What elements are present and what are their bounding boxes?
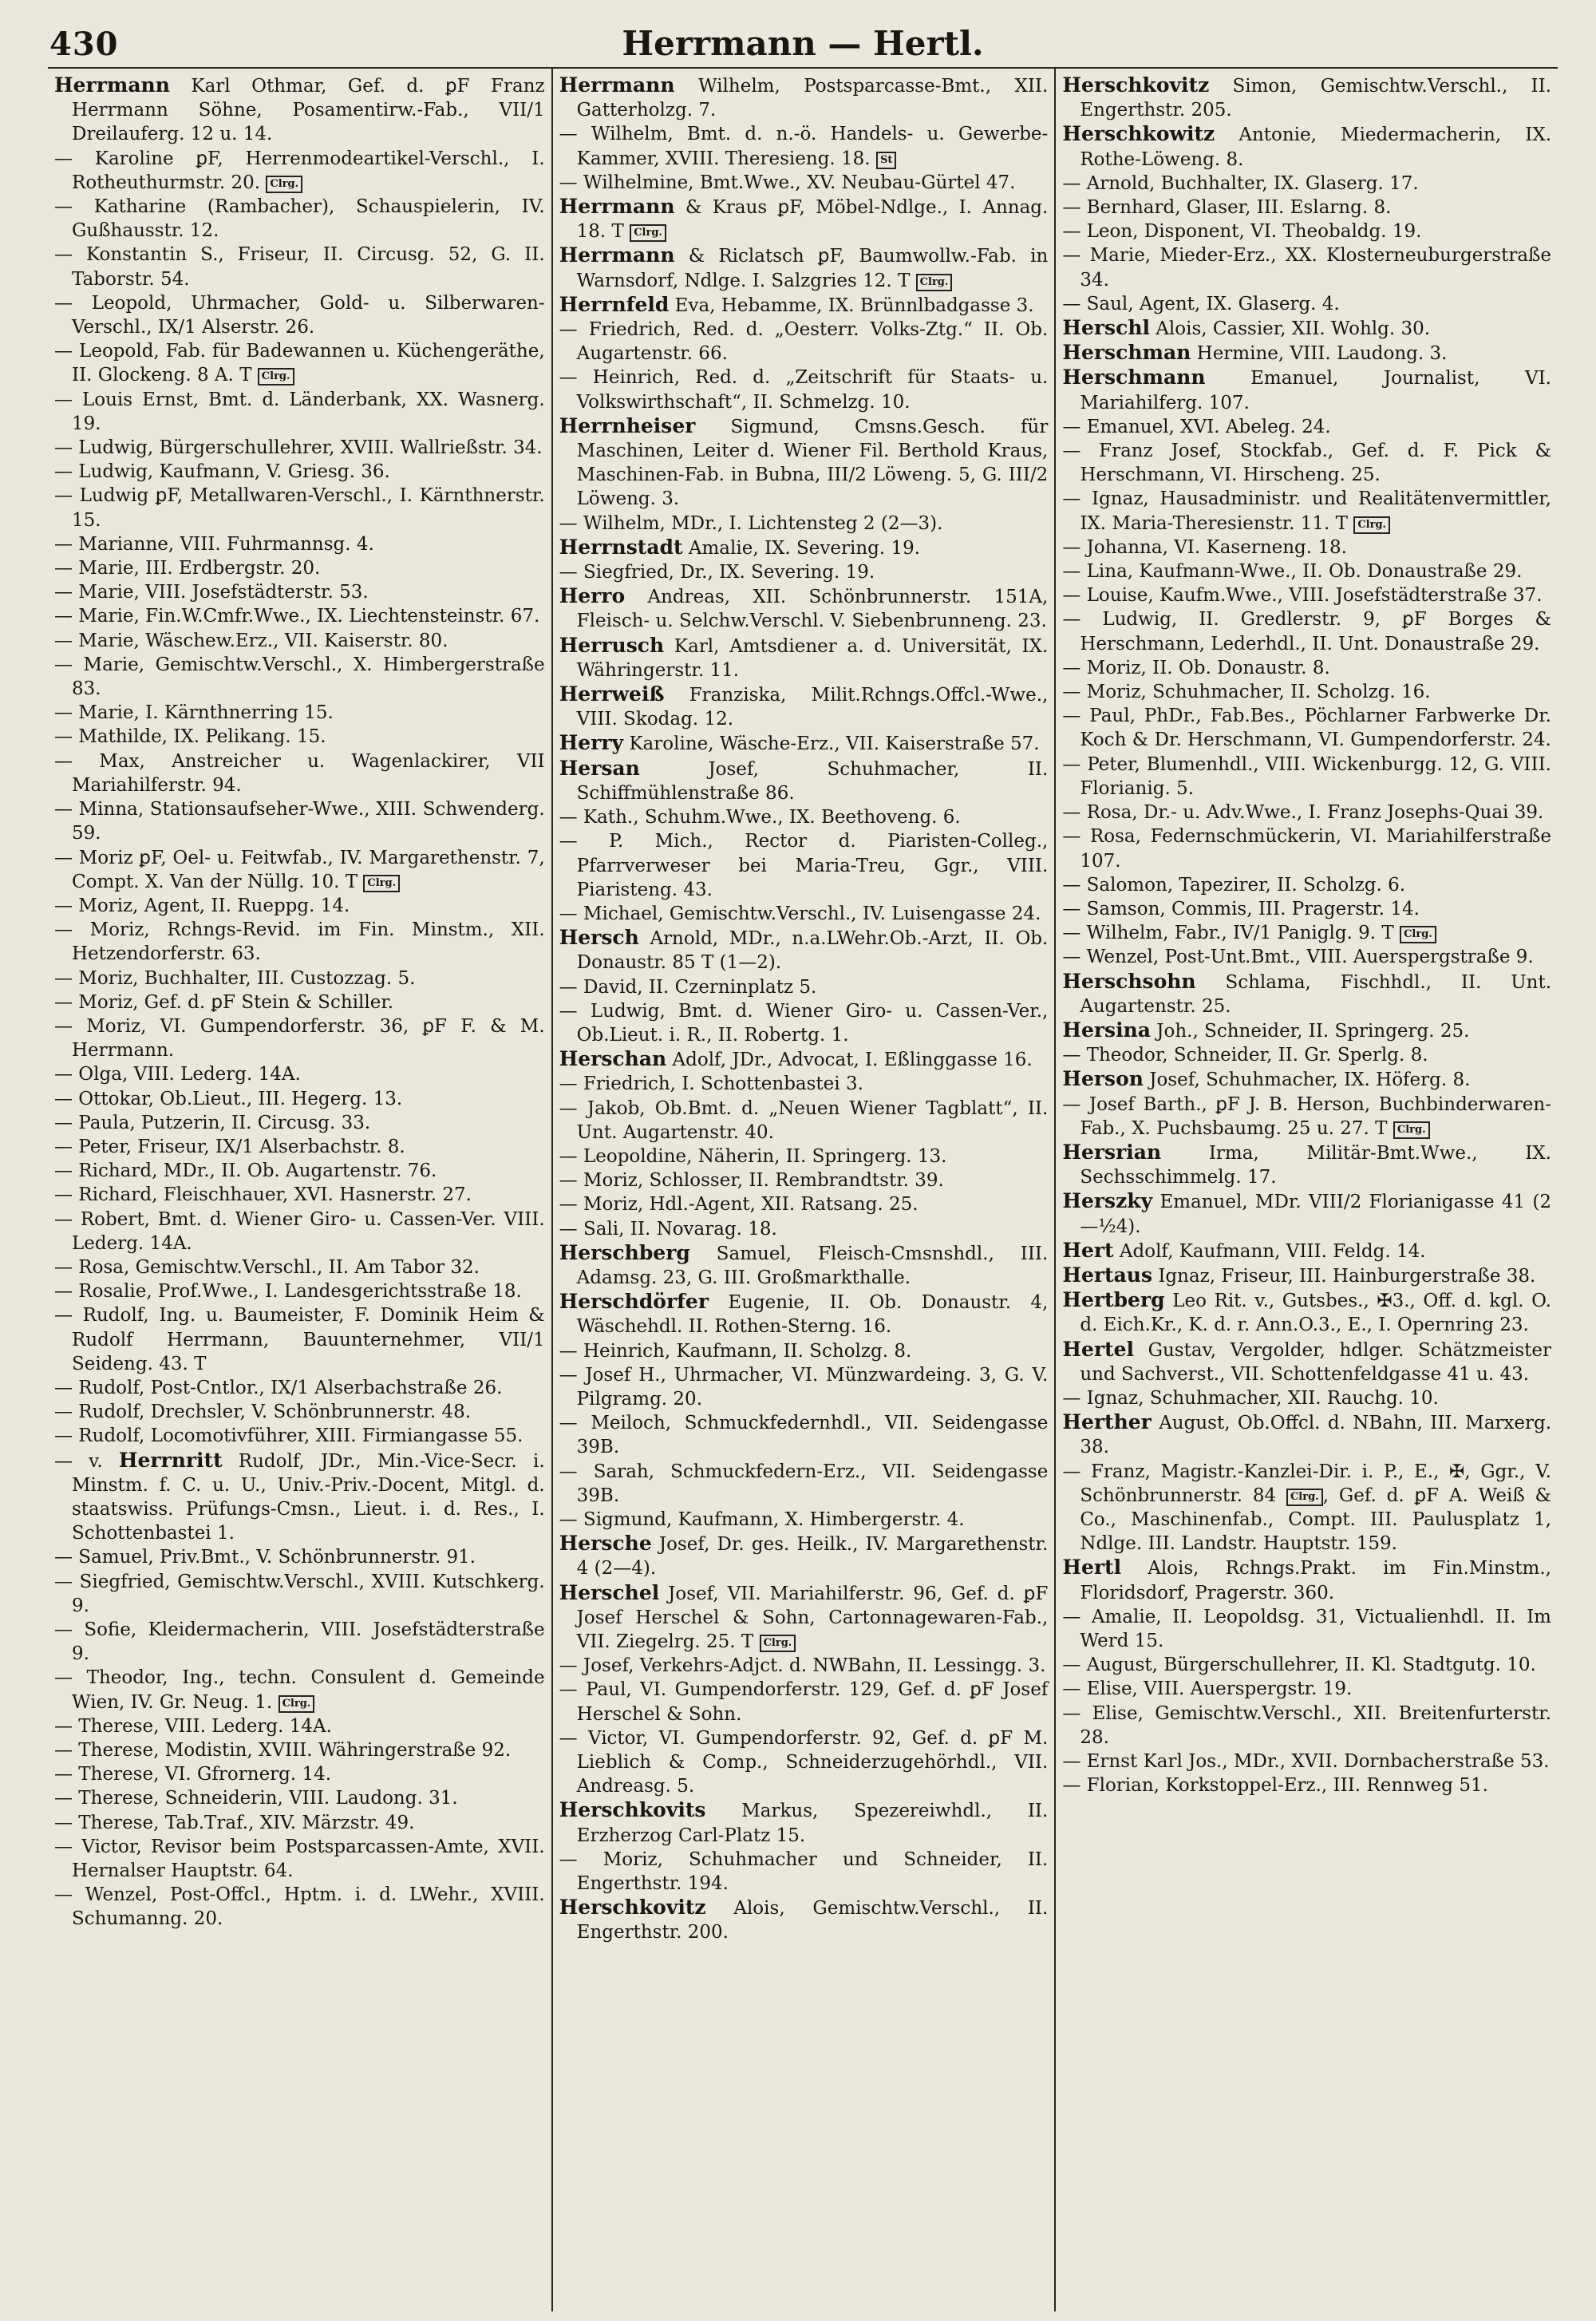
clearing-badge: Clrg. <box>1400 926 1436 943</box>
directory-entry: — Richard, Fleischhauer, XVI. Hasnerstr. 27. <box>54 1184 472 1206</box>
clearing-badge: Clrg. <box>279 1695 315 1713</box>
clearing-badge: St <box>876 152 896 169</box>
directory-entry: — Michael, Gemischtw.Verschl., IV. Luisengasse 24. <box>559 903 1041 924</box>
directory-entry: Hersan Josef, Schuhmacher, II. Schiffmühlenstraße 86. <box>559 756 1049 804</box>
directory-entry: — Moriz, Agent, II. Rueppg. 14. <box>54 895 350 916</box>
column-3 <box>1054 69 1558 2311</box>
directory-entry: — Victor, VI. Gumpendorferstr. 92, Gef. d. ꝑF M. Lieblich & Comp., Schneiderzugehörhdl., VII. Andreasg. 5. <box>559 1727 1049 1797</box>
directory-entry: Herrnheiser Sigmund, Cmsns.Gesch. für Maschinen, Leiter d. Wiener Fil. Berthold Kraus, Maschinen-Fab. in Bubna, III/2 Löweng. 5, G. III/2 Löweng. 3. <box>559 413 1049 510</box>
directory-entry: — Richard, MDr., II. Ob. Augartenstr. 76. <box>54 1160 437 1182</box>
directory-entry: Herrmann & Riclatsch ꝑF, Baumwollw.-Fab. in Warnsdorf, Ndlge. I. Salzgries 12. T Clrg. <box>559 243 1049 291</box>
directory-entry: Herschkovitz Alois, Gemischtw.Verschl., II. Engerthstr. 200. <box>559 1896 1049 1943</box>
directory-entry: — Marie, III. Erdbergstr. 20. <box>54 558 321 579</box>
surname-heading: Herrnheiser <box>559 413 696 437</box>
directory-entry: — Peter, Friseur, IX/1 Alserbachstr. 8. <box>54 1136 405 1157</box>
directory-entry: — Moriz, Rchngs-Revid. im Fin. Minstm., XII. Hetzendorferstr. 63. <box>54 919 545 965</box>
directory-entry: — Olga, VIII. Lederg. 14A. <box>54 1064 301 1085</box>
directory-entry: — Bernhard, Glaser, III. Eslarng. 8. <box>1062 197 1392 219</box>
directory-entry: Hert Adolf, Kaufmann, VIII. Feldg. 14. <box>1062 1238 1426 1262</box>
directory-entry: — Wilhelm, Fabr., IV/1 Paniglg. 9. T Clrg. <box>1062 921 1551 945</box>
directory-entry: Herrmann Wilhelm, Postsparcasse-Bmt., XII. Gatterholzg. 7. <box>559 73 1049 121</box>
directory-entry: — Jakob, Ob.Bmt. d. „Neuen Wiener Tagblatt“, II. Unt. Augartenstr. 40. <box>559 1097 1049 1143</box>
directory-entry: — Florian, Korkstoppel-Erz., III. Rennweg 51. <box>1062 1775 1488 1797</box>
directory-entry: Herschberg Samuel, Fleisch-Cmsnshdl., III. Adamsg. 23, G. III. Großmarkthalle. <box>559 1240 1049 1288</box>
surname-heading: Herschkovitz <box>559 1896 706 1920</box>
directory-entry: — Moriz, II. Ob. Donaustr. 8. <box>1062 657 1330 678</box>
directory-entry: Herschkovits Markus, Spezereiwhdl., II. Erzherzog Carl-Platz 15. <box>559 1798 1049 1846</box>
directory-entry: — Therese, VI. Gfrornerg. 14. <box>54 1764 332 1785</box>
directory-entry: — Moriz, Schuhmacher, II. Scholzg. 16. <box>1062 682 1431 703</box>
directory-entry: — Paula, Putzerin, II. Circusg. 33. <box>54 1112 371 1133</box>
directory-entry: — Marie, VIII. Josefstädterstr. 53. <box>54 582 369 603</box>
surname-heading: Hertberg <box>1062 1288 1165 1312</box>
directory-entry: — Wilhelmine, Bmt.Wwe., XV. Neubau-Gürtel 47. <box>559 172 1016 193</box>
directory-entry: Hersrian Irma, Militär-Bmt.Wwe., IX. Sechsschimmelg. 17. <box>1062 1140 1551 1188</box>
directory-entry: — Heinrich, Red. d. „Zeitschrift für Staats- u. Volkswirthschaft“, II. Schmelzg. 10. <box>559 367 1049 413</box>
directory-entry: — Samuel, Priv.Bmt., V. Schönbrunnerstr. 91. <box>54 1547 476 1568</box>
directory-entry: — Peter, Blumenhdl., VIII. Wickenburgg. 12, G. VIII. Florianig. 5. <box>1062 753 1551 799</box>
directory-entry: — v. Herrnritt Rudolf, JDr., Min.-Vice-Secr. i. Minstm. f. C. u. U., Univ.-Priv.-Docent, Mitgl. d. staatswiss. Prüfungs-Cmsn., Lieut. i. d. Res., I. Schottenbastei 1. <box>54 1448 545 1544</box>
clearing-badge: Clrg. <box>630 224 666 242</box>
directory-entry: Herschan Adolf, JDr., Advocat, I. Eßlinggasse 16. <box>559 1047 1033 1071</box>
directory-entry: Herschsohn Schlama, Fischhdl., II. Unt. Augartenstr. 25. <box>1062 969 1552 1017</box>
directory-entry: — Leopold, Fab. für Badewannen u. Küchengeräthe, II. Glockeng. 8 A. T Clrg. <box>54 341 545 386</box>
surname-heading: Herry <box>559 731 624 755</box>
surname-heading: Hersch <box>559 926 639 950</box>
directory-entry: Hertel Gustav, Vergolder, hdlger. Schätzmeister und Sachverst., VII. Schottenfeldgasse 41 u. 43. <box>1062 1337 1552 1385</box>
directory-entry: — Elise, VIII. Auerspergstr. 19. <box>1062 1678 1353 1700</box>
directory-entry: — Theodor, Ing., techn. Consulent d. Gemeinde Wien, IV. Gr. Neug. 1. Clrg. <box>54 1667 545 1713</box>
directory-entry: Herrweiß Franziska, Milit.Rchngs.Offcl.-Wwe., VIII. Skodag. 12. <box>559 682 1049 730</box>
surname-heading: Herson <box>1062 1067 1144 1091</box>
directory-entry: — Siegfried, Dr., IX. Severing. 19. <box>559 562 875 583</box>
surname-heading: Herschsohn <box>1062 969 1196 993</box>
directory-entry: — Josef, Verkehrs-Adjct. d. NWBahn, II. Lessingg. 3. <box>559 1655 1046 1677</box>
surname-heading: Herschl <box>1062 316 1150 340</box>
surname-heading: Herschmann <box>1062 366 1206 389</box>
directory-entry: Hersch Arnold, MDr., n.a.LWehr.Ob.-Arzt, II. Ob. Donaustr. 85 T (1—2). <box>559 926 1049 974</box>
directory-entry: — Leopold, Uhrmacher, Gold- u. Silberwaren-Verschl., IX/1 Alserstr. 26. <box>54 292 545 338</box>
directory-entry: — Lina, Kaufmann-Wwe., II. Ob. Donaustraße 29. <box>1062 561 1523 583</box>
directory-entry: Herschdörfer Eugenie, II. Ob. Donaustr. 4, Wäschehdl. II. Rothen-Sterng. 16. <box>559 1290 1049 1338</box>
surname-heading: Herther <box>1062 1410 1152 1434</box>
column-1 <box>48 69 551 2311</box>
directory-entry: Herro Andreas, XII. Schönbrunnerstr. 151A, Fleisch- u. Selchw.Verschl. V. Siebenbrunneng. 23. <box>559 584 1049 632</box>
directory-entry: — P. Mich., Rector d. Piaristen-Colleg., Pfarrverweser bei Maria-Treu, Ggr., VIII. Piaristeng. 43. <box>559 831 1049 900</box>
clearing-badge: Clrg. <box>266 176 302 193</box>
directory-entry: — Victor, Revisor beim Postsparcassen-Amte, XVII. Hernalser Hauptstr. 64. <box>54 1836 545 1882</box>
directory-entry: Herrmann & Kraus ꝑF, Möbel-Ndlge., I. Annag. 18. T Clrg. <box>559 195 1049 243</box>
surname-heading: Herschel <box>559 1580 660 1604</box>
directory-entry: — Meiloch, Schmuckfedernhdl., VII. Seidengasse 39B. <box>559 1413 1049 1458</box>
surname-heading: Herrnritt <box>118 1448 223 1472</box>
directory-entry: — Leon, Disponent, VI. Theobaldg. 19. <box>1062 221 1422 243</box>
surname-heading: Herro <box>559 584 626 608</box>
directory-entry: Hertl Alois, Rchngs.Prakt. im Fin.Minstm., Floridsdorf, Pragerstr. 360. <box>1062 1556 1551 1603</box>
directory-entry: — Ludwig, II. Gredlerstr. 9, ꝑF Borges & Herschmann, Lederhdl., II. Unt. Donaustraße 29. <box>1062 609 1551 654</box>
surname-heading: Herschan <box>559 1047 667 1071</box>
clearing-badge: Clrg. <box>363 875 400 892</box>
directory-entry: — Moriz ꝑF, Oel- u. Feitwfab., IV. Margarethenstr. 7, Compt. X. Van der Nüllg. 10. T Clrg. <box>54 847 545 892</box>
page-number: 430 <box>49 26 119 63</box>
surname-heading: Herrnstadt <box>559 535 683 559</box>
directory-entry: — Katharine (Rambacher), Schauspielerin, IV. Gußhausstr. 12. <box>54 196 545 242</box>
clearing-badge: Clrg. <box>760 1635 796 1652</box>
directory-entry: Hersina Joh., Schneider, II. Springerg. 25. <box>1062 1018 1470 1042</box>
surname-heading: Herrnfeld <box>559 292 670 316</box>
directory-entry: — Franz Josef, Stockfab., Gef. d. F. Pick & Herschmann, VI. Hirscheng. 25. <box>1062 441 1551 486</box>
surname-heading: Herschberg <box>559 1240 690 1264</box>
directory-entry: — Moriz, VI. Gumpendorferstr. 36, ꝑF F. & M. Herrmann. <box>54 1015 545 1062</box>
directory-entry: Herszky Emanuel, MDr. VIII/2 Florianigasse 41 (2—½4). <box>1062 1189 1551 1237</box>
directory-entry: Herther August, Ob.Offcl. d. NBahn, III. Marxerg. 38. <box>1062 1410 1552 1458</box>
directory-entry: — Amalie, II. Leopoldsg. 31, Victualienhdl. II. Im Werd 15. <box>1062 1606 1551 1651</box>
directory-entry: — Ludwig ꝑF, Metallwaren-Verschl., I. Kärnthnerstr. 15. <box>54 485 545 531</box>
directory-entry: Herson Josef, Schuhmacher, IX. Höferg. 8. <box>1062 1067 1471 1091</box>
directory-entry: — Marianne, VIII. Fuhrmannsg. 4. <box>54 533 374 555</box>
directory-entry: Herschel Josef, VII. Mariahilferstr. 96, Gef. d. ꝑF Josef Herschel & Sohn, Cartonnagewaren-Fab., VII. Ziegelrg. 25. T Clrg. <box>559 1580 1049 1652</box>
surname-heading: Hertaus <box>1062 1263 1153 1287</box>
directory-entry: — Rudolf, Drechsler, V. Schönbrunnerstr. 48. <box>54 1402 472 1423</box>
directory-entry: — Ottokar, Ob.Lieut., III. Hegerg. 13. <box>54 1088 403 1109</box>
directory-entry: Herrnstadt Amalie, IX. Severing. 19. <box>559 535 921 559</box>
directory-entry: — Therese, Tab.Traf., XIV. Märzstr. 49. <box>54 1812 415 1833</box>
directory-entry: — Karoline ꝑF, Herrenmodeartikel-Verschl., I. Rotheuthurmstr. 20. Clrg. <box>54 148 545 193</box>
directory-entry: — Konstantin S., Friseur, II. Circusg. 52, G. II. Taborstr. 54. <box>54 244 545 290</box>
directory-entry: — Arnold, Buchhalter, IX. Glaserg. 17. <box>1062 172 1419 194</box>
directory-entry: — Heinrich, Kaufmann, II. Scholzg. 8. <box>559 1340 912 1362</box>
surname-heading: Hersrian <box>1062 1140 1162 1164</box>
surname-heading: Herrmann <box>54 73 170 97</box>
directory-entry: Herrusch Karl, Amtsdiener a. d. Universität, IX. Währingerstr. 11. <box>559 633 1049 681</box>
directory-entry: — Marie, Gemischtw.Verschl., X. Himbergerstraße 83. <box>54 654 545 700</box>
directory-entry: — Saul, Agent, IX. Glaserg. 4. <box>1062 293 1340 314</box>
directory-entry: — David, II. Czerninplatz 5. <box>559 976 817 998</box>
surname-heading: Hersina <box>1062 1018 1151 1042</box>
directory-entry: — Sofie, Kleidermacherin, VIII. Josefstädterstraße 9. <box>54 1619 545 1665</box>
column-2 <box>551 69 1055 2311</box>
directory-entry: — Wilhelm, MDr., I. Lichtensteg 2 (2—3). <box>559 512 943 534</box>
surname-heading: Herschman <box>1062 341 1191 365</box>
directory-entry: — Kath., Schuhm.Wwe., IX. Beethoveng. 6. <box>559 807 961 828</box>
directory-entry: — Louis Ernst, Bmt. d. Länderbank, XX. Wasnerg. 19. <box>54 389 545 434</box>
surname-heading: Herschkovitz <box>1062 73 1210 97</box>
directory-entry: — Sali, II. Novarag. 18. <box>559 1218 777 1240</box>
directory-entry: — August, Bürgerschullehrer, II. Kl. Stadtgutg. 10. <box>1062 1655 1536 1676</box>
directory-entry: — Rudolf, Post-Cntlor., IX/1 Alserbachstraße 26. <box>54 1377 503 1398</box>
directory-entry: Herrnfeld Eva, Hebamme, IX. Brünnlbadgasse 3. <box>559 292 1034 316</box>
running-head: Herrmann — Hertl. <box>622 24 984 63</box>
directory-entry: — Wenzel, Post-Unt.Bmt., VIII. Auerspergstraße 9. <box>1062 947 1534 968</box>
directory-entry: — Therese, Schneiderin, VIII. Laudong. 31. <box>54 1788 458 1809</box>
surname-heading: Herrweiß <box>559 682 665 706</box>
page-header <box>48 21 1558 67</box>
directory-entry: — Moriz, Schuhmacher und Schneider, II. Engerthstr. 194. <box>559 1848 1049 1895</box>
directory-entry: — Franz, Magistr.-Kanzlei-Dir. i. P., E., ✠, Ggr., V. Schönbrunnerstr. 84 Clrg. , Gef. d. ꝑF A. Weiß & Co., Maschinenfab., Compt. III. Paulusplatz 1, Ndlge. III. Landstr. Hauptstr. 159. <box>1062 1461 1551 1555</box>
directory-entry: — Minna, Stationsaufseher-Wwe., XIII. Schwenderg. 59. <box>54 799 545 844</box>
clearing-badge: Clrg. <box>1393 1121 1430 1139</box>
directory-entry: — Sigmund, Kaufmann, X. Himbergerstr. 4. <box>559 1508 965 1530</box>
directory-entry: — Friedrich, Red. d. „Oesterr. Volks-Ztg.“ II. Ob. Augartenstr. 66. <box>559 319 1049 365</box>
directory-entry: — Max, Anstreicher u. Wagenlackirer, VII Mariahilferstr. 94. <box>54 750 545 796</box>
directory-entry: Herschkowitz Antonie, Miedermacherin, IX. Rothe-Löweng. 8. <box>1062 122 1551 170</box>
directory-entry: — Moriz, Hdl.-Agent, XII. Ratsang. 25. <box>559 1194 918 1216</box>
directory-entry: Herry Karoline, Wäsche-Erz., VII. Kaiserstraße 57. <box>559 731 1040 755</box>
directory-entry: — Paul, VI. Gumpendorferstr. 129, Gef. d. ꝑF Josef Herschel & Sohn. <box>559 1679 1049 1725</box>
directory-entry: — Friedrich, I. Schottenbastei 3. <box>559 1074 863 1095</box>
directory-entry: — Rosa, Gemischtw.Verschl., II. Am Tabor 32. <box>54 1256 480 1278</box>
directory-entry: — Leopoldine, Näherin, II. Springerg. 13. <box>559 1145 947 1167</box>
directory-entry: — Therese, Modistin, XVIII. Währingerstraße 92. <box>54 1740 512 1762</box>
directory-entry: — Sarah, Schmuckfedern-Erz., VII. Seidengasse 39B. <box>559 1461 1049 1506</box>
directory-entry: Herschman Hermine, VIII. Laudong. 3. <box>1062 341 1448 365</box>
directory-entry: Herschmann Emanuel, Journalist, VI. Mariahilferg. 107. <box>1062 366 1551 413</box>
directory-entry: — Moriz, Gef. d. ꝑF Stein & Schiller. <box>54 991 394 1013</box>
surname-heading: Hertl <box>1062 1556 1122 1580</box>
surname-heading: Herrmann <box>559 243 675 267</box>
surname-heading: Hertel <box>1062 1337 1134 1361</box>
directory-entry: Herschkovitz Simon, Gemischtw.Verschl., II. Engerthstr. 205. <box>1062 73 1551 121</box>
directory-entry: — Mathilde, IX. Pelikang. 15. <box>54 726 326 748</box>
directory-entry: — Johanna, VI. Kaserneng. 18. <box>1062 536 1347 558</box>
directory-entry: Herschl Alois, Cassier, XII. Wohlg. 30. <box>1062 316 1431 340</box>
directory-entry: — Rudolf, Locomotivführer, XIII. Firmiangasse 55. <box>54 1425 523 1447</box>
directory-entry: — Josef Barth., ꝑF J. B. Herson, Buchbinderwaren-Fab., X. Puchsbaumg. 25 u. 27. T Clrg. <box>1062 1093 1551 1139</box>
directory-entry: — Robert, Bmt. d. Wiener Giro- u. Cassen-Ver. VIII. Lederg. 14A. <box>54 1208 545 1254</box>
directory-entry: — Ernst Karl Jos., MDr., XVII. Dornbacherstraße 53. <box>1062 1751 1550 1773</box>
directory-entry: — Siegfried, Gemischtw.Verschl., XVIII. Kutschkerg. 9. <box>54 1571 545 1616</box>
surname-heading: Herrmann <box>559 73 675 97</box>
directory-entry: — Ludwig, Bürgerschullehrer, XVIII. Wallrießstr. 34. <box>54 437 543 459</box>
surname-heading: Herrmann <box>559 195 675 219</box>
directory-entry: — Ludwig, Kaufmann, V. Griesg. 36. <box>54 461 390 483</box>
surname-heading: Herschkovits <box>559 1798 706 1822</box>
directory-entry: — Elise, Gemischtw.Verschl., XII. Breitenfurterstr. 28. <box>1062 1702 1551 1748</box>
directory-entry: — Ignaz, Schuhmacher, XII. Rauchg. 10. <box>1062 1387 1439 1409</box>
directory-entry: — Josef H., Uhrmacher, VI. Münzwardeing. 3, G. V. Pilgramg. 20. <box>559 1364 1049 1410</box>
directory-entry: — Samson, Commis, III. Pragerstr. 14. <box>1062 898 1420 919</box>
clearing-badge: Clrg. <box>258 368 294 386</box>
directory-entry: — Marie, Wäschew.Erz., VII. Kaiserstr. 80. <box>54 630 448 651</box>
directory-entry: — Emanuel, XVI. Abeleg. 24. <box>1062 416 1331 437</box>
directory-entry: — Rosalie, Prof.Wwe., I. Landesgerichtsstraße 18. <box>54 1281 522 1303</box>
clearing-badge: Clrg. <box>916 274 953 291</box>
directory-entry: Herrmann Karl Othmar, Gef. d. ꝑF Franz Herrmann Söhne, Posamentirw.-Fab., VII/1 Dreilauferg. 12 u. 14. <box>54 73 545 145</box>
directory-entry: — Paul, PhDr., Fab.Bes., Pöchlarner Farbwerke Dr. Koch & Dr. Herschmann, VI. Gumpendorferstr. 24. <box>1062 706 1551 751</box>
directory-entry: — Marie, I. Kärnthnerring 15. <box>54 702 334 724</box>
directory-entry: — Rudolf, Ing. u. Baumeister, F. Dominik Heim & Rudolf Herrmann, Bauunternehmer, VII/1 Seideng. 43. T <box>54 1305 545 1374</box>
directory-entry: Hertaus Ignaz, Friseur, III. Hainburgerstraße 38. <box>1062 1263 1536 1287</box>
directory-entry: — Wilhelm, Bmt. d. n.-ö. Handels- u. Gewerbe-Kammer, XVIII. Theresieng. 18. St <box>559 124 1049 169</box>
surname-heading: Herschdörfer <box>559 1290 709 1314</box>
surname-heading: Herszky <box>1062 1189 1153 1213</box>
surname-heading: Hersche <box>559 1532 652 1556</box>
columns <box>48 67 1558 2311</box>
directory-entry: — Theodor, Schneider, II. Gr. Sperlg. 8. <box>1062 1045 1428 1066</box>
directory-entry: — Ludwig, Bmt. d. Wiener Giro- u. Cassen-Ver., Ob.Lieut. i. R., II. Robertg. 1. <box>559 1000 1049 1046</box>
directory-entry: — Marie, Mieder-Erz., XX. Klosterneuburgerstraße 34. <box>1062 245 1551 291</box>
directory-entry: — Wenzel, Post-Offcl., Hptm. i. d. LWehr., XVIII. Schumanng. 20. <box>54 1884 545 1930</box>
surname-heading: Herschkowitz <box>1062 122 1215 146</box>
directory-entry: — Rosa, Federnschmückerin, VI. Mariahilferstraße 107. <box>1062 826 1551 872</box>
surname-heading: Hersan <box>559 756 640 780</box>
clearing-badge: Clrg. <box>1353 516 1390 534</box>
directory-entry: — Ignaz, Hausadministr. und Realitätenvermittler, IX. Maria-Theresienstr. 11. T Clrg. <box>1062 488 1551 534</box>
surname-heading: Hert <box>1062 1238 1114 1262</box>
directory-entry: — Rosa, Dr.- u. Adv.Wwe., I. Franz Josephs-Quai 39. <box>1062 802 1544 824</box>
directory-entry: — Marie, Fin.W.Cmfr.Wwe., IX. Liechtensteinstr. 67. <box>54 606 540 627</box>
directory-entry: — Moriz, Buchhalter, III. Custozzag. 5. <box>54 967 416 989</box>
directory-entry: Hersche Josef, Dr. ges. Heilk., IV. Margarethenstr. 4 (2—4). <box>559 1532 1049 1580</box>
directory-entry: — Therese, VIII. Lederg. 14A. <box>54 1715 332 1737</box>
clearing-badge: Clrg. <box>1286 1489 1323 1506</box>
directory-entry: — Salomon, Tapezirer, II. Scholzg. 6. <box>1062 874 1406 896</box>
directory-entry: Hertberg Leo Rit. v., Gutsbes., ✠3., Off. d. kgl. O. d. Eich.Kr., K. d. r. Ann.O.3., E., I. Opernring 23. <box>1062 1288 1551 1336</box>
directory-entry: — Moriz, Schlosser, II. Rembrandtstr. 39. <box>559 1170 944 1192</box>
directory-entry: — Louise, Kaufm.Wwe., VIII. Josefstädterstraße 37. <box>1062 585 1543 607</box>
surname-heading: Herrusch <box>559 633 665 657</box>
